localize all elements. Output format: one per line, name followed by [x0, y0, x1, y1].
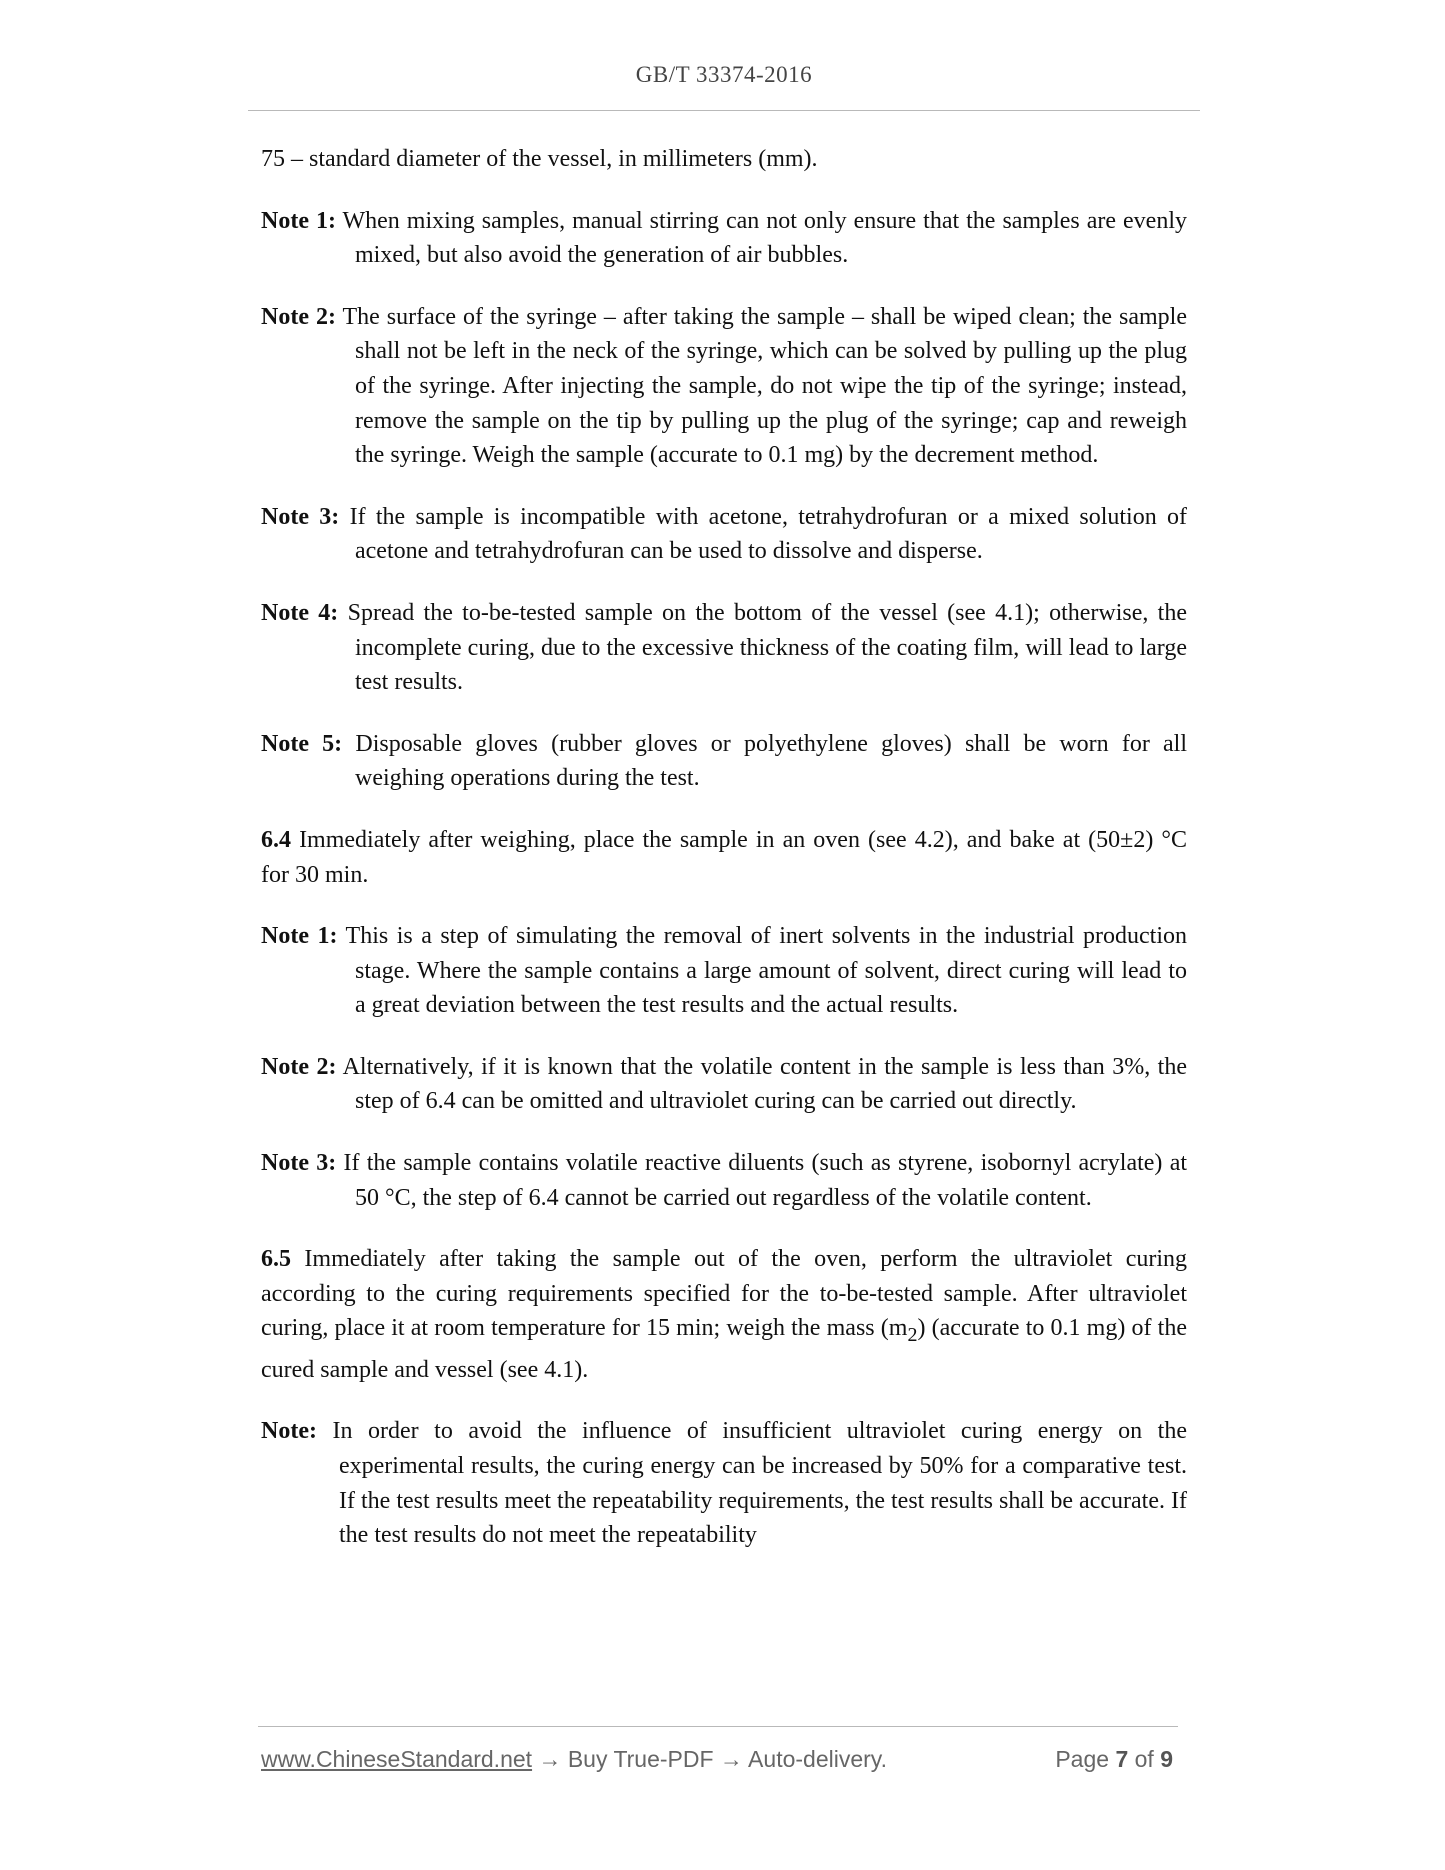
website-link[interactable]: www.ChineseStandard.net — [261, 1746, 533, 1772]
note-4 — [261, 596, 1187, 700]
header-divider — [248, 110, 1200, 111]
note-label: Note 3: — [261, 1150, 337, 1177]
note-label: Note 5: — [261, 730, 343, 757]
note-label: Note 2: — [261, 1053, 337, 1080]
page-footer — [261, 1746, 1181, 1776]
note-text: When mixing samples, manual stirring can not only ensure that the samples are evenly mixed, but also avoid the generation of air bubbles. — [342, 207, 1187, 269]
page-header: GB/T 33374-2016 — [635, 62, 813, 87]
note-label: Note 4: — [261, 599, 339, 626]
note-2 — [261, 300, 1187, 473]
mass-subscript: 2 — [907, 1324, 918, 1347]
clause-number: 6.4 — [261, 826, 291, 853]
note-text: Alternatively, if it is known that the volatile content in the sample is less than 3%, the step of 6.4 can be omitted and ultraviolet curing can be carried out directly. — [342, 1053, 1187, 1115]
clause-6-5 — [261, 1242, 1187, 1387]
note-label: Note 1: — [261, 923, 338, 950]
note-label: Note: — [261, 1418, 317, 1445]
note-label: Note 2: — [261, 303, 336, 330]
page-current: 7 — [1115, 1746, 1129, 1772]
footer-divider — [258, 1726, 1178, 1727]
note-label: Note 3: — [261, 503, 340, 530]
clause-6-4-note-1 — [261, 919, 1187, 1023]
paragraph-75: 75 – standard diameter of the vessel, in millimeters (mm). — [261, 146, 818, 172]
footer-promo: → Buy True-PDF → Auto-delivery. — [532, 1746, 887, 1772]
page-counter — [1055, 1746, 1173, 1773]
of-word: of — [1134, 1746, 1154, 1772]
page-content — [261, 142, 1187, 1580]
note-text: If the sample is incompatible with acetone, tetrahydrofuran or a mixed solution of acetone and tetrahydrofuran can be used to dissolve and disperse. — [349, 503, 1188, 565]
page-total: 9 — [1160, 1746, 1173, 1772]
note-text: If the sample contains volatile reactive diluents (such as styrene, isobornyl acrylate) at 50 °C, the step of 6.4 cannot be carried out regardless of the volatile content. — [343, 1150, 1188, 1211]
clause-6-4-note-2 — [261, 1050, 1187, 1119]
clause-text: Immediately after taking the sample out of the oven, perform the ultraviolet curing according to the curing requirements specified for the to-be-tested sample. After ultraviolet curing, place it at room temperature for 15 min; weigh the mass (m — [261, 1246, 1188, 1342]
note-text: The surface of the syringe – after taking the sample – shall be wiped clean; the sample shall not be left in the neck of the syringe, which can be solved by pulling up the plug of the syringe. After injecting the sample, do not wipe the tip of the syringe; instead, remove the sample on the tip by pulling up the plug of the syringe; cap and reweigh the syringe. Weigh the sample (accurate to 0.1 mg) by the decrement method. — [342, 303, 1188, 469]
note-text: Spread the to-be-tested sample on the bottom of the vessel (see 4.1); otherwise, the incomplete curing, due to the excessive thickness of the coating film, will lead to large test results. — [347, 599, 1188, 696]
clause-number: 6.5 — [261, 1246, 291, 1273]
clause-6-4-note-3 — [261, 1146, 1187, 1215]
note-text: In order to avoid the influence of insufficient ultraviolet curing energy on the experimental results, the curing energy can be increased by 50% for a comparative test. If the test results meet the repeatability requirements, the test results shall be accurate. If the test results do not meet the repeatability — [332, 1418, 1188, 1549]
clause-6-5-note — [261, 1414, 1187, 1552]
note-text: This is a step of simulating the removal of inert solvents in the industrial production stage. Where the sample contains a large amount of solvent, direct curing will lead to a great deviation between the test results and the actual results. — [345, 923, 1187, 1019]
clause-text: Immediately after weighing, place the sample in an oven (see 4.2), and bake at (50±2) °C for 30 min. — [261, 826, 1188, 888]
note-text: Disposable gloves (rubber gloves or polyethylene gloves) shall be worn for all weighing operations during the test. — [355, 730, 1188, 792]
clause-6-4 — [261, 823, 1187, 892]
note-3 — [261, 500, 1187, 569]
clause-text-end: ) (accurate to 0.1 mg) of the cured sample and vessel (see 4.1). — [261, 1315, 1187, 1383]
note-label: Note 1: — [261, 207, 336, 234]
note-1 — [261, 204, 1187, 273]
note-5 — [261, 727, 1187, 796]
page-word: Page — [1055, 1746, 1110, 1772]
